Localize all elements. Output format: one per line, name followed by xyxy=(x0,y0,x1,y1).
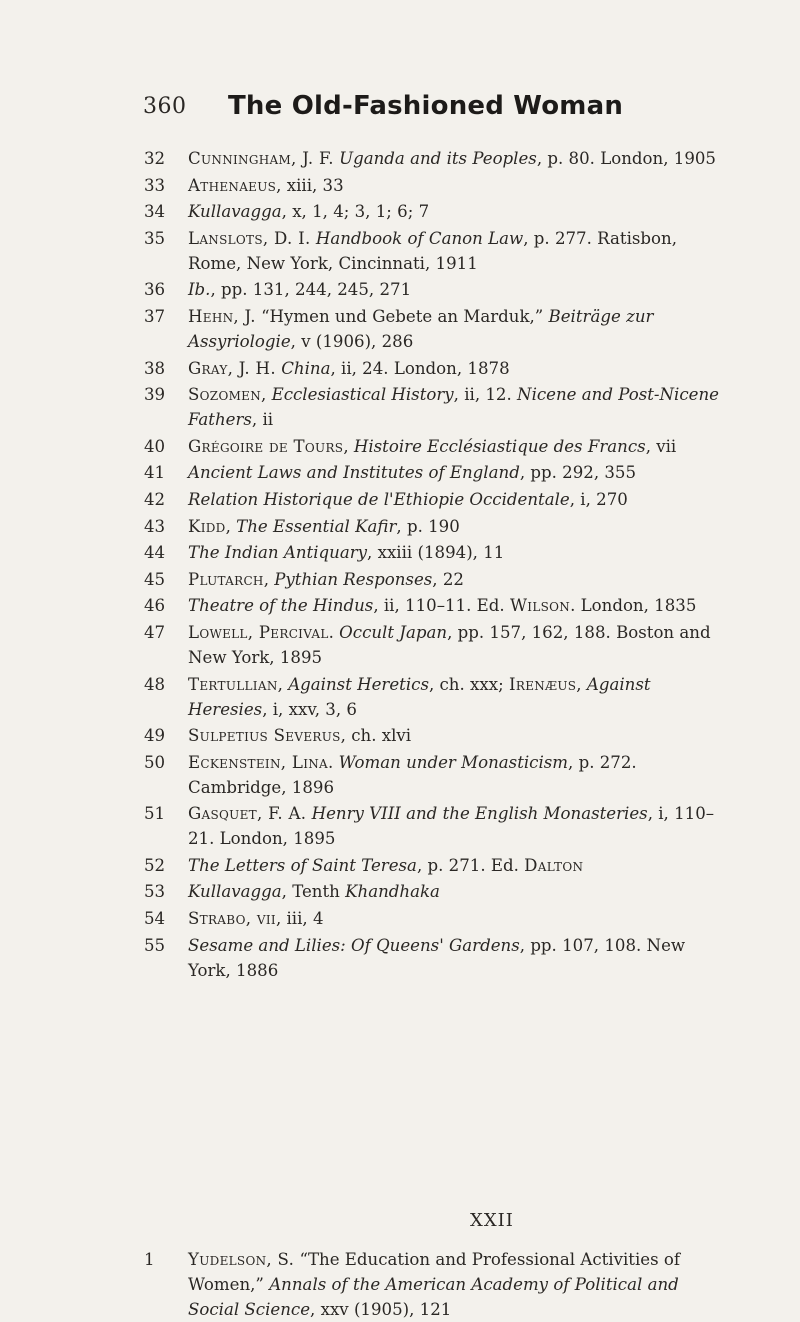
citation-text: , pp. 131, 244, 245, 271 xyxy=(210,280,412,300)
endnote-text xyxy=(188,514,722,539)
citation-text: , Tenth xyxy=(281,882,346,902)
endnote-item xyxy=(142,173,722,198)
italic-title: Pythian Responses xyxy=(274,569,433,589)
citation-text: “Hymen und Gebete an Marduk,” xyxy=(255,306,549,326)
endnote-text xyxy=(188,620,722,670)
citation-text: , xyxy=(277,674,289,694)
endnote-number: 43 xyxy=(144,516,166,536)
citation-text: , p. 277. Ratisbon, Rome, New York, Cincinnati, 1911 xyxy=(188,228,677,273)
citation-text: , xyxy=(263,569,275,589)
endnote-item xyxy=(142,356,722,381)
endnote-number: 45 xyxy=(144,569,166,589)
endnote-text xyxy=(188,567,722,592)
author-name: Yudelson, S. xyxy=(188,1250,295,1269)
endnote-text xyxy=(188,672,722,722)
italic-title: The Letters of Saint Teresa xyxy=(188,855,417,875)
endnote-item xyxy=(142,277,722,302)
endnote-item xyxy=(142,879,722,904)
citation-text: , xyxy=(343,436,354,456)
italic-title: Ib. xyxy=(188,280,211,300)
citation-text: . London, 1835 xyxy=(570,596,697,616)
endnote-text xyxy=(188,906,722,931)
endnote-number: 55 xyxy=(144,935,166,955)
author-name: Gray, J. H. xyxy=(188,358,276,378)
page-number: 360 xyxy=(143,94,187,119)
citation-text: , p. 80. London, 1905 xyxy=(536,149,716,168)
endnote-text xyxy=(188,146,722,171)
author-name: Dalton xyxy=(524,855,584,875)
citation-text: , v (1906), 286 xyxy=(290,331,414,351)
endnote-item xyxy=(142,146,722,171)
endnote-item xyxy=(142,723,722,748)
citation-text: , pp. 157, 162, 188. Boston and New York, 1895 xyxy=(188,622,711,667)
endnote-text xyxy=(188,199,722,224)
citation-text: , i, 270 xyxy=(569,489,628,509)
italic-title: Ancient Laws and Institutes of England xyxy=(188,463,520,483)
author-name: Irenæus xyxy=(509,674,577,694)
author-name: Tertullian xyxy=(188,674,278,694)
citation-text: , i, xxv, 3, 6 xyxy=(262,699,357,719)
endnote-item xyxy=(142,487,722,512)
author-name: Strabo, vii xyxy=(188,909,276,929)
endnote-number: 47 xyxy=(144,622,166,642)
endnote-item xyxy=(142,434,722,459)
italic-title: Woman under Monasticism xyxy=(338,752,569,772)
citation-text: , pp. 292, 355 xyxy=(519,463,637,483)
citation-text: , ii xyxy=(251,410,274,430)
endnote-text xyxy=(188,460,722,485)
citation-text: , 22 xyxy=(432,569,464,589)
endnote-text xyxy=(188,593,722,618)
author-name: Lanslots, D. I. xyxy=(188,228,311,248)
citation-text: , ii, 110–11. Ed. xyxy=(373,596,510,616)
chapter-notes-list xyxy=(142,1247,722,1322)
author-name: Sozomen xyxy=(188,385,262,405)
endnote-item xyxy=(142,933,722,983)
author-name: Cunningham, J. F. xyxy=(188,149,334,168)
endnote-item xyxy=(142,382,722,432)
endnote-item xyxy=(142,567,722,592)
endnote-text xyxy=(188,487,722,512)
endnote-text xyxy=(188,382,722,432)
citation-text: “The Education and Professional Activities of Women,” xyxy=(188,1250,681,1294)
endnote-number: 36 xyxy=(144,280,166,300)
section-heading: XXII xyxy=(470,1210,514,1231)
italic-title: Theatre of the Hindus xyxy=(188,596,374,616)
italic-title: Khandhaka xyxy=(345,882,440,902)
endnote-item xyxy=(142,853,722,878)
citation-text: , ii, 24. London, 1878 xyxy=(330,358,510,378)
endnote-number: 48 xyxy=(144,674,166,694)
author-name: Athenaeus xyxy=(188,175,277,195)
endnote-text xyxy=(188,434,722,459)
endnote-text xyxy=(188,226,722,276)
endnote-number: 34 xyxy=(144,202,166,222)
endnote-text xyxy=(188,723,722,748)
italic-title: Annals of the American Academy of Political and Social Science xyxy=(188,1275,679,1319)
author-name: Grégoire de Tours xyxy=(188,436,344,456)
endnote-item xyxy=(142,620,722,670)
italic-title: Occult Japan xyxy=(339,622,448,642)
endnote-number: 1 xyxy=(144,1250,155,1269)
endnote-text xyxy=(188,879,722,904)
citation-text: , x, 1, 4; 3, 1; 6; 7 xyxy=(281,202,430,222)
citation-text: , xiii, 33 xyxy=(276,175,344,195)
italic-title: Relation Historique de l'Ethiopie Occidentale xyxy=(188,489,570,509)
endnote-item xyxy=(142,672,722,722)
endnote-number: 41 xyxy=(144,463,166,483)
endnote-number: 37 xyxy=(144,306,166,326)
endnote-item xyxy=(142,460,722,485)
endnote-text xyxy=(188,356,722,381)
endnote-number: 33 xyxy=(144,175,166,195)
citation-text: , xxv (1905), 121 xyxy=(310,1300,452,1319)
italic-title: The Indian Antiquary xyxy=(188,543,368,563)
endnote-text xyxy=(188,853,722,878)
endnote-number: 40 xyxy=(144,436,166,456)
endnote-item xyxy=(142,750,722,800)
italic-title: Histoire Ecclésiastique des Francs xyxy=(353,436,646,456)
endnote-number: 38 xyxy=(144,358,166,378)
italic-title: Against Heresies xyxy=(188,674,651,719)
author-name: Eckenstein, Lina xyxy=(188,752,329,772)
italic-title: Kullavagga xyxy=(188,202,282,222)
endnotes-list xyxy=(142,146,722,983)
italic-title: Beiträge zur Assyriologie xyxy=(188,306,654,351)
endnote-number: 46 xyxy=(144,596,166,616)
endnote-item xyxy=(142,540,722,565)
italic-title: Against Heretics xyxy=(288,674,429,694)
citation-text: , i, 110–21. London, 1895 xyxy=(188,804,715,849)
endnote-number: 52 xyxy=(144,855,166,875)
endnote-text xyxy=(188,277,722,302)
running-header xyxy=(143,91,703,124)
endnote-number: 54 xyxy=(144,909,166,929)
endnote-item xyxy=(142,226,722,276)
citation-text: , xyxy=(576,674,587,694)
italic-title: Uganda and its Peoples xyxy=(339,149,537,168)
citation-text: , iii, 4 xyxy=(275,909,324,929)
citation-text: , xyxy=(225,516,237,536)
citation-text: . xyxy=(328,752,339,772)
endnote-number: 44 xyxy=(144,543,166,563)
endnote-number: 49 xyxy=(144,726,166,746)
citation-text: . xyxy=(328,622,340,642)
citation-text: , ch. xxx; xyxy=(428,674,509,694)
endnote-item xyxy=(142,906,722,931)
italic-title: Nicene and Post-Nicene Fathers xyxy=(188,385,719,430)
running-title: The Old-Fashioned Woman xyxy=(228,91,624,121)
endnote-text xyxy=(188,750,722,800)
endnote-number: 50 xyxy=(144,752,166,772)
italic-title: Sesame and Lilies: Of Queens' Gardens xyxy=(188,935,520,955)
citation-text: , pp. 107, 108. New York, 1886 xyxy=(188,935,686,980)
citation-text: , ch. xlvi xyxy=(340,726,412,746)
italic-title: China xyxy=(281,358,331,378)
italic-title: Henry VIII and the English Monasteries xyxy=(311,804,648,824)
author-name: Plutarch xyxy=(188,569,264,589)
author-name: Hehn, J. xyxy=(188,306,256,326)
endnote-text xyxy=(188,173,722,198)
endnote-item xyxy=(142,199,722,224)
italic-title: The Essential Kafir xyxy=(236,516,397,536)
endnote-number: 53 xyxy=(144,882,166,902)
endnote-text xyxy=(188,801,722,851)
endnote-number: 42 xyxy=(144,489,166,509)
endnote-item xyxy=(142,514,722,539)
endnote-text xyxy=(188,540,722,565)
endnote-item xyxy=(142,801,722,851)
endnote-item xyxy=(142,593,722,618)
citation-text: , p. 272. Cambridge, 1896 xyxy=(188,752,637,797)
endnote-item xyxy=(142,304,722,354)
endnote-number: 32 xyxy=(144,149,166,168)
endnote-text xyxy=(188,304,722,354)
endnote-number: 51 xyxy=(144,804,166,824)
citation-text: , ii, 12. xyxy=(453,385,518,405)
author-name: Gasquet, F. A. xyxy=(188,804,307,824)
endnote-number: 39 xyxy=(144,385,166,405)
author-name: Lowell, Percival xyxy=(188,622,329,642)
citation-text: , p. 271. Ed. xyxy=(416,855,525,875)
endnote-number: 35 xyxy=(144,228,166,248)
citation-text: , vii xyxy=(645,436,677,456)
author-name: Kidd xyxy=(188,516,226,536)
italic-title: Handbook of Canon Law xyxy=(315,228,524,248)
italic-title: Kullavagga xyxy=(188,882,282,902)
endnote-text xyxy=(188,1247,722,1322)
citation-text: , xyxy=(261,385,272,405)
endnote-item xyxy=(142,1247,722,1322)
author-name: Sulpetius Severus xyxy=(188,726,341,746)
italic-title: Ecclesiastical History xyxy=(271,385,454,405)
citation-text: , p. 190 xyxy=(396,516,460,536)
citation-text: , xxiii (1894), 11 xyxy=(367,543,505,563)
author-name: Wilson xyxy=(509,596,571,616)
endnote-text xyxy=(188,933,722,983)
